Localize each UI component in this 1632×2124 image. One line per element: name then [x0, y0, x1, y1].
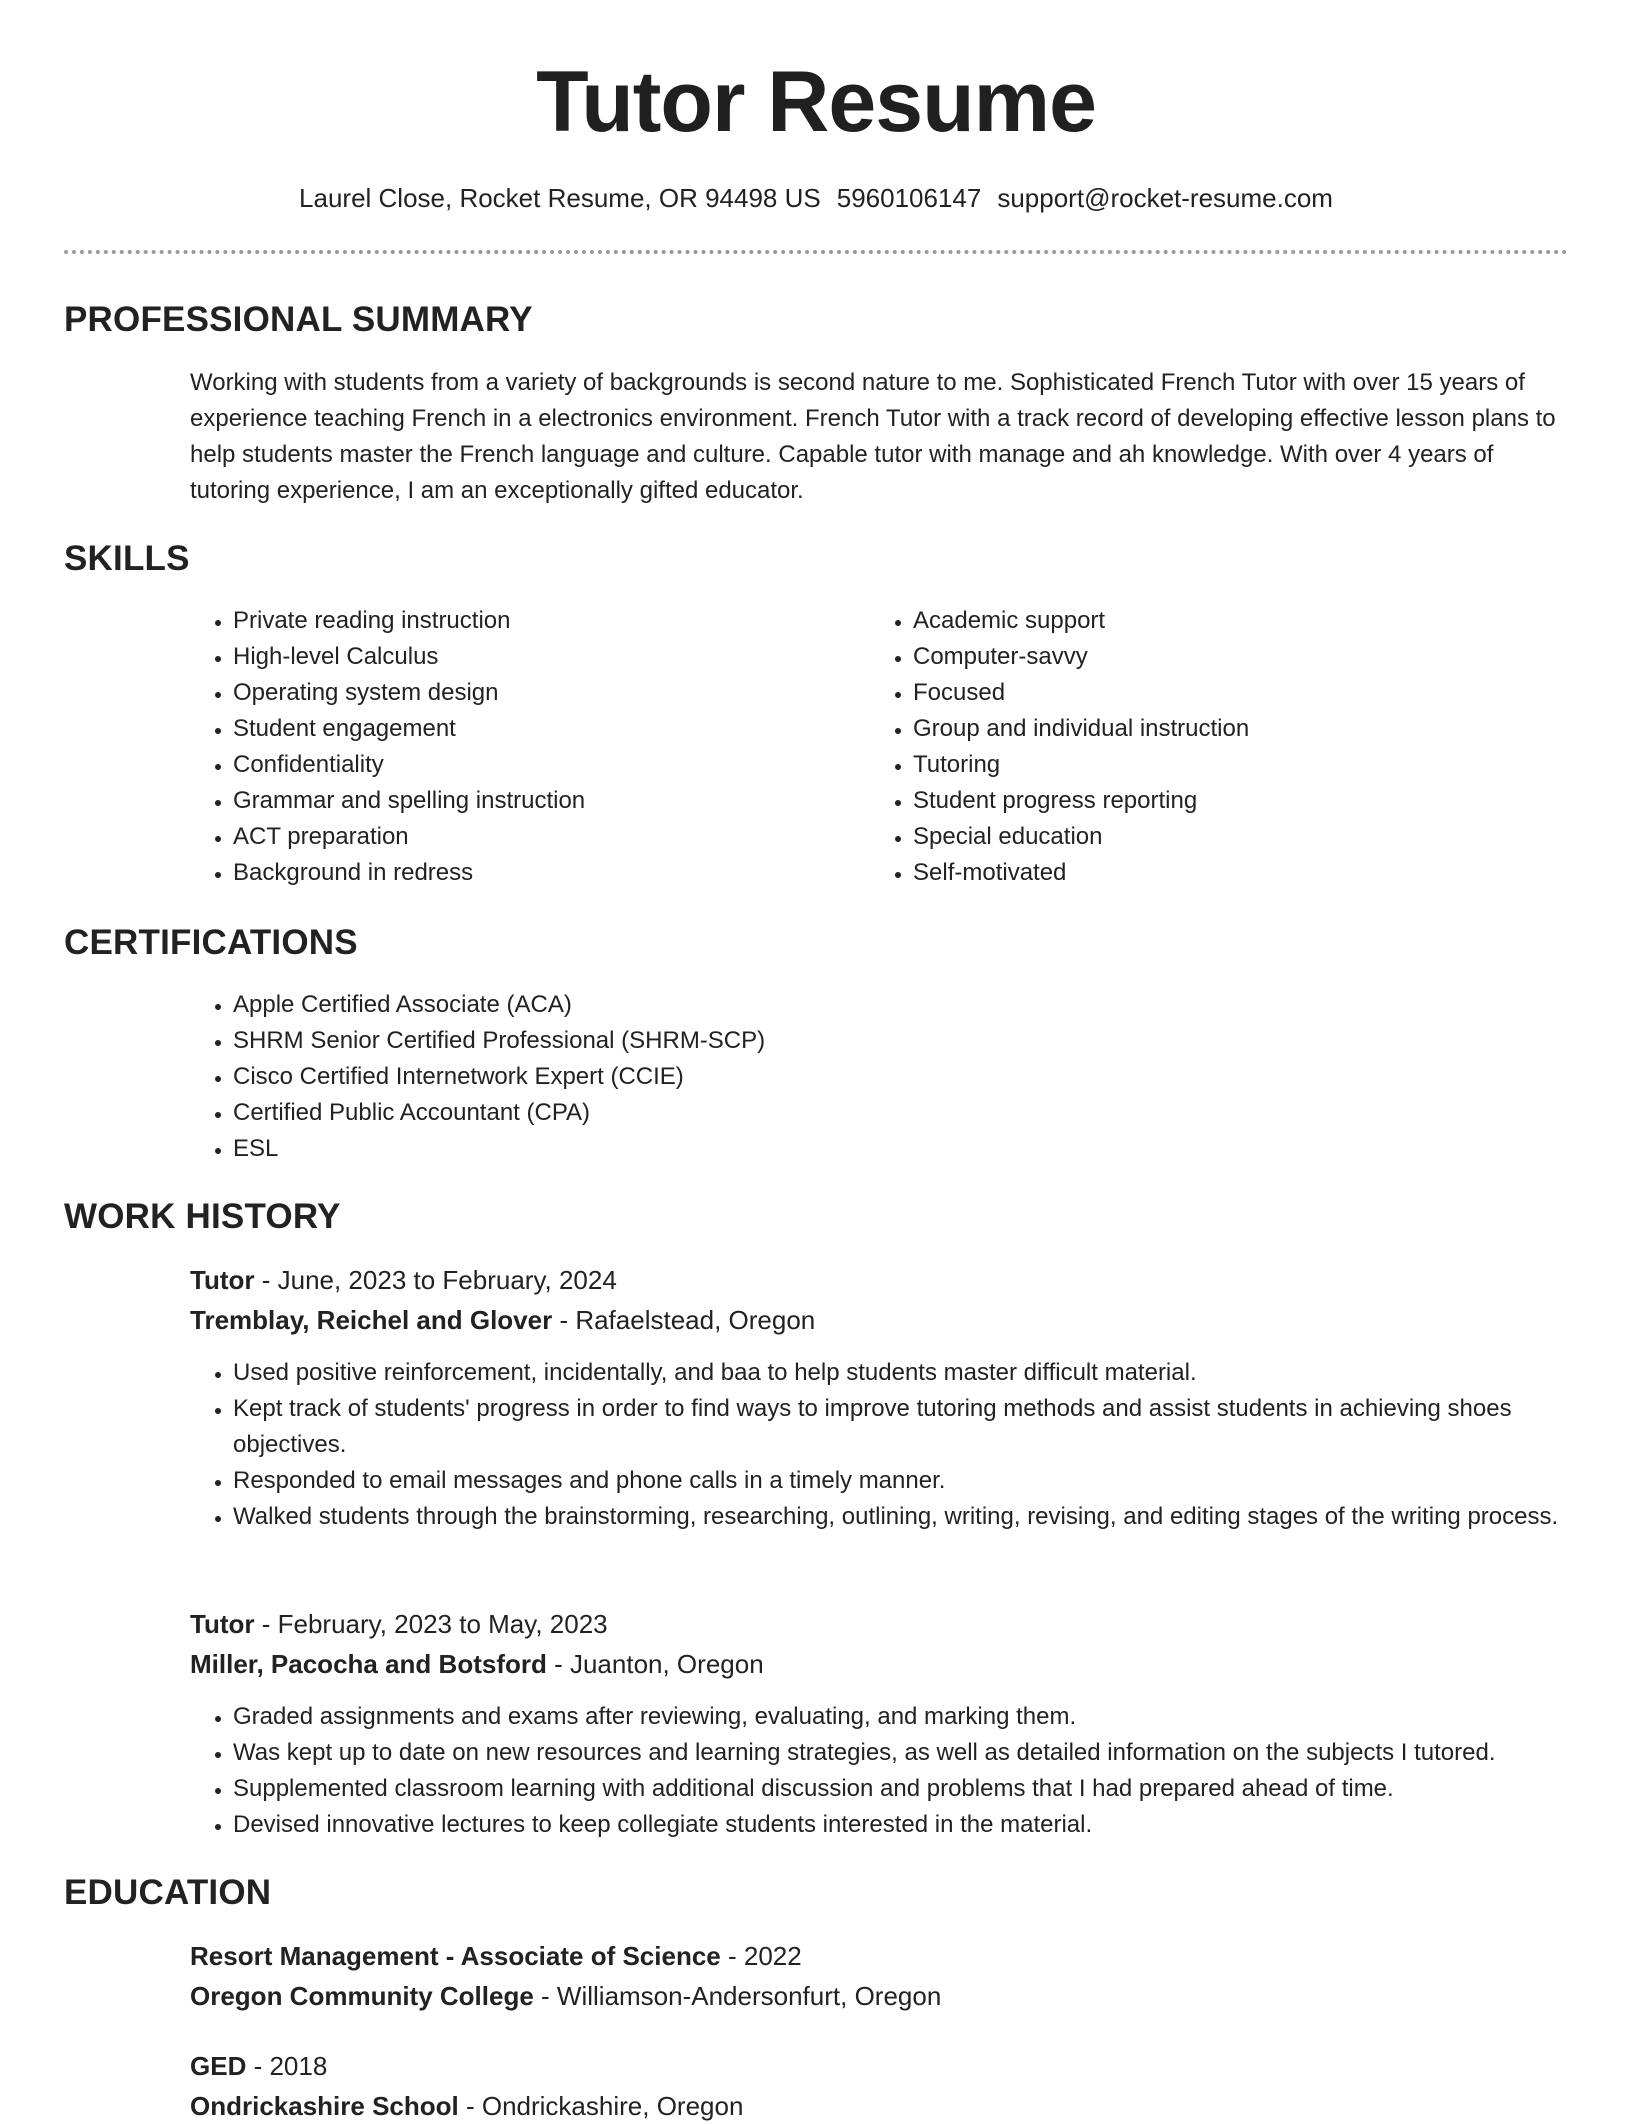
- list-item: • Supplemented classroom learning with additional discussion and problems that I had prepared ahead of time.: [233, 1771, 1613, 1807]
- job-company-line: [190, 1302, 815, 1338]
- education-school-line: [190, 1978, 941, 2014]
- list-item: • Operating system design: [233, 675, 873, 711]
- list-item: • SHRM Senior Certified Professional (SHRM-SCP): [233, 1023, 1533, 1059]
- list-item: • Graded assignments and exams after reviewing, evaluating, and marking them.: [233, 1699, 1613, 1735]
- education-year: - 2022: [720, 1941, 802, 1971]
- education-year: - 2018: [246, 2051, 328, 2081]
- list-item: • ACT preparation: [233, 819, 873, 855]
- job-title: Tutor: [190, 1609, 255, 1639]
- list-item: • Confidentiality: [233, 747, 873, 783]
- job-company-line: [190, 1646, 764, 1682]
- list-item: • Responded to email messages and phone calls in a timely manner.: [233, 1463, 1593, 1499]
- work-history-heading: WORK HISTORY: [64, 1197, 341, 1236]
- list-item: • Student engagement: [233, 711, 873, 747]
- job-location: - Juanton, Oregon: [546, 1649, 764, 1679]
- contact-address: Laurel Close, Rocket Resume, OR 94498 US: [299, 183, 821, 213]
- list-item: • Was kept up to date on new resources and learning strategies, as well as detailed information on the subjects I tutored.: [233, 1735, 1613, 1771]
- job-company: Tremblay, Reichel and Glover: [190, 1305, 553, 1335]
- list-item: • Academic support: [913, 603, 1573, 639]
- education-degree-line: [190, 1938, 802, 1974]
- summary-text: Working with students from a variety of backgrounds is second nature to me. Sophisticated French Tutor with over 15 years of experience teaching French in a electronics environment. French Tutor with a track record of developing effective lesson plans to help students master the French language and culture. Capable tutor with manage and ah knowledge. With over 4 years of tutoring experience, I am an exceptionally gifted educator.: [190, 369, 1556, 504]
- job-dates: - February, 2023 to May, 2023: [254, 1609, 608, 1639]
- list-item: • High-level Calculus: [233, 639, 873, 675]
- education-degree-line: [190, 2048, 327, 2084]
- job-bullets: [190, 1699, 1613, 1843]
- list-item: • Used positive reinforcement, incidentally, and baa to help students master difficult material.: [233, 1355, 1593, 1391]
- education-school-line: [190, 2088, 743, 2124]
- list-item: • Certified Public Accountant (CPA): [233, 1095, 1533, 1131]
- certifications-list: [190, 987, 1533, 1167]
- header-divider: [64, 250, 1568, 254]
- job-title-line: [190, 1606, 608, 1642]
- list-item: • Focused: [913, 675, 1573, 711]
- list-item: • Kept track of students' progress in order to find ways to improve tutoring methods and assist students in achieving shoes objectives.: [233, 1391, 1593, 1463]
- education-degree: GED: [190, 2051, 247, 2081]
- list-item: • Student progress reporting: [913, 783, 1573, 819]
- job-location: - Rafaelstead, Oregon: [552, 1305, 816, 1335]
- job-company: Miller, Pacocha and Botsford: [190, 1649, 547, 1679]
- list-item: • Self-motivated: [913, 855, 1573, 891]
- list-item: • Cisco Certified Internetwork Expert (CCIE): [233, 1059, 1533, 1095]
- job-bullets: [190, 1355, 1593, 1535]
- education-school: Oregon Community College: [190, 1981, 534, 2011]
- education-location: - Ondrickashire, Oregon: [458, 2091, 744, 2121]
- contact-line: [0, 180, 1632, 216]
- contact-phone: 5960106147: [836, 183, 982, 213]
- list-item: • Special education: [913, 819, 1573, 855]
- list-item: • Private reading instruction: [233, 603, 873, 639]
- summary-heading: PROFESSIONAL SUMMARY: [64, 300, 533, 339]
- certifications-heading: CERTIFICATIONS: [64, 923, 358, 962]
- skills-heading: SKILLS: [64, 539, 190, 578]
- education-degree: Resort Management - Associate of Science: [190, 1941, 721, 1971]
- list-item: • Apple Certified Associate (ACA): [233, 987, 1533, 1023]
- list-item: • Computer-savvy: [913, 639, 1573, 675]
- list-item: • Background in redress: [233, 855, 873, 891]
- contact-email: support@rocket-resume.com: [997, 183, 1333, 213]
- resume-title: Tutor Resume: [536, 54, 1096, 150]
- education-location: - Williamson-Andersonfurt, Oregon: [533, 1981, 942, 2011]
- job-title-line: [190, 1262, 617, 1298]
- skills-list-right: [870, 603, 1573, 891]
- list-item: • Group and individual instruction: [913, 711, 1573, 747]
- education-school: Ondrickashire School: [190, 2091, 459, 2121]
- list-item: • Grammar and spelling instruction: [233, 783, 873, 819]
- list-item: • Walked students through the brainstorming, researching, outlining, writing, revising, and editing stages of the writing process.: [233, 1499, 1593, 1535]
- skills-list-left: [190, 603, 873, 891]
- job-title: Tutor: [190, 1265, 255, 1295]
- list-item: • Devised innovative lectures to keep collegiate students interested in the material.: [233, 1807, 1613, 1843]
- job-dates: - June, 2023 to February, 2024: [254, 1265, 617, 1295]
- list-item: • Tutoring: [913, 747, 1573, 783]
- list-item: • ESL: [233, 1131, 1533, 1167]
- education-heading: EDUCATION: [64, 1873, 272, 1912]
